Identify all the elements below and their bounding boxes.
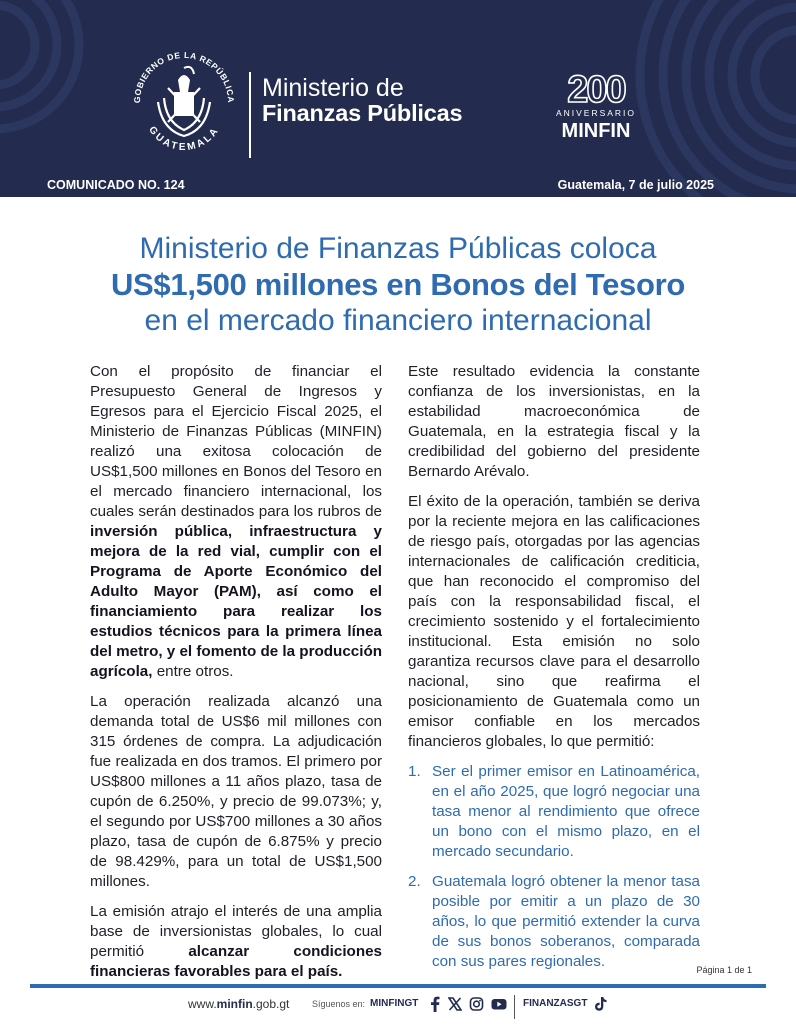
paragraph-investors-highlight: alcanzar condiciones financieras favorables para el país. bbox=[90, 943, 382, 980]
seal-text-bottom: GUATEMALA bbox=[146, 124, 222, 154]
website-suffix: .gob.gt bbox=[252, 997, 290, 1011]
x-icon[interactable] bbox=[448, 996, 462, 1012]
paragraph-investors-continued: Este resultado evidencia la constante confianza de los inversionistas, en la estabilidad macroeconómica de Guatemala, en la estrategia fiscal y la credibilidad del gobierno del presidente Bernardo Arévalo. bbox=[408, 363, 700, 480]
anniversary-brand: MINFIN bbox=[561, 120, 631, 142]
list-item bbox=[408, 762, 700, 862]
list-item-text: Ser el primer emisor en Latinoamérica, en el año 2025, que logró negociar una tasa menor al rendimiento que ofrece un bono con el mismo plazo, en el mercado secundario. bbox=[432, 763, 700, 860]
paragraph-purpose bbox=[90, 362, 382, 682]
list-item-number: 1. bbox=[408, 763, 421, 780]
paragraph-purpose-text: Con el propósito de financiar el Presupuesto General de Ingresos y Egresos para el Ejercicio Fiscal 2025, el Ministerio de Finanzas Públicas (MINFIN) realizó una exitosa colocación de US$1,500 millones en Bonos del Tesoro en el mercado financiero internacional, los cuales serán destinados para los rubros de bbox=[90, 363, 382, 520]
social-handle-minfingt[interactable]: MINFINGT bbox=[370, 998, 419, 1009]
page-header bbox=[0, 0, 796, 197]
achievements-list bbox=[408, 762, 700, 972]
anniversary-label: ANIVERSARIO bbox=[555, 108, 637, 118]
footer-divider bbox=[30, 984, 766, 988]
paragraph-investors bbox=[90, 902, 382, 982]
list-item-number: 2. bbox=[408, 873, 421, 890]
facebook-icon[interactable] bbox=[430, 996, 440, 1012]
follow-us-label: Síguenos en: bbox=[312, 999, 366, 1009]
list-item bbox=[408, 872, 700, 972]
body-column-left bbox=[90, 362, 382, 992]
paragraph-purpose-highlight: inversión pública, infraestructura y mejora de la red vial, cumplir con el Programa de Aporte Económico del Adulto Mayor (PAM), así como el financiamiento para realizar los estudios técnicos para la primera línea del metro, y el fomento de la producción agrícola, bbox=[90, 523, 382, 680]
social-handle-finanzasgt[interactable]: FINANZASGT bbox=[523, 998, 588, 1009]
anniversary-200-logo bbox=[545, 66, 647, 142]
comunicado-date: Guatemala, 7 de julio 2025 bbox=[557, 178, 714, 192]
ministry-name-line1: Ministerio de bbox=[262, 74, 404, 102]
website-prefix: www. bbox=[188, 997, 217, 1011]
ministry-name-line2: Finanzas Públicas bbox=[262, 100, 463, 126]
website-link[interactable] bbox=[188, 997, 289, 1011]
website-domain: minfin bbox=[216, 997, 253, 1011]
headline-line1: Ministerio de Finanzas Públicas coloca bbox=[139, 232, 657, 265]
body-column-right bbox=[408, 362, 700, 982]
paragraph-investors-text: La emisión atrajo el interés de una amplia base de inversionistas globales, lo cual permitió bbox=[90, 903, 382, 960]
headline-line2: US$1,500 millones en Bonos del Tesoro bbox=[110, 267, 686, 302]
anniversary-number: 200 bbox=[567, 69, 625, 111]
page-number: Página 1 de 1 bbox=[696, 965, 752, 975]
guatemala-seal-logo bbox=[122, 40, 246, 164]
paragraph-purpose-end: entre otros. bbox=[152, 663, 234, 680]
youtube-icon[interactable] bbox=[491, 996, 507, 1012]
comunicado-number: COMUNICADO NO. 124 bbox=[47, 178, 185, 192]
footer-separator bbox=[514, 995, 515, 1019]
instagram-icon[interactable] bbox=[469, 996, 484, 1012]
seal-text-top: GOBIERNO DE LA REPÚBLICA bbox=[131, 49, 237, 104]
list-item-text: Guatemala logró obtener la menor tasa posible por emitir a un plazo de 30 años, lo que permitió extender la curva de sus bonos soberanos, comparada con sus pares regionales. bbox=[432, 873, 700, 970]
header-divider bbox=[249, 72, 251, 158]
paragraph-operation: La operación realizada alcanzó una demanda total de US$6 mil millones con 315 órdenes de compra. La adjudicación fue realizada en dos tramos. El primero por US$800 millones a 11 años plazo, tasa de cupón de 6.250%, y precio de 99.073%; y, el segundo por US$700 millones a 30 años plazo, tasa de cupón de 6.875% y precio de 98.429%, para un total de US$1,500 millones. bbox=[90, 693, 382, 890]
paragraph-success: El éxito de la operación, también se deriva por la reciente mejora en las calificaciones de riesgo país, otorgadas por las agencias internacionales de calificación crediticia, que han reconocido el compromiso del país con la responsabilidad fiscal, el crecimiento sostenido y el fortalecimiento institucional. Esta emisión no solo garantiza recursos clave para el desarrollo nacional, sino que reafirma el posicionamiento de Guatemala como un emisor confiable en los mercados financieros globales, lo que permitió: bbox=[408, 493, 700, 750]
headline-line3: en el mercado financiero internacional bbox=[144, 304, 652, 337]
tiktok-icon[interactable] bbox=[594, 996, 607, 1012]
